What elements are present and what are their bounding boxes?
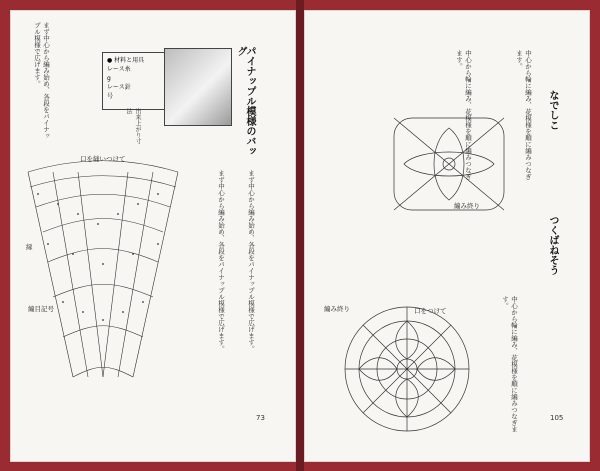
left-label-top: 口を縫いつけて	[80, 155, 126, 163]
right-page-number: 105	[550, 414, 564, 422]
left-label-side: 縁	[26, 243, 33, 251]
left-size-text: 出来上がり寸法	[125, 108, 141, 144]
right-body-text-1	[454, 50, 472, 180]
tsukubanesou-motif	[332, 294, 482, 444]
left-title: パイナップル模様のバッグ	[235, 46, 255, 156]
nadeshiko-motif	[374, 108, 524, 220]
left-paragraph: まず中心から編み始め、各段をパイナップル模様で広げます。	[33, 22, 50, 139]
materials-box	[102, 52, 166, 110]
left-label-bottom: 編目記号	[28, 305, 54, 313]
materials-line-1: レース糸	[107, 66, 131, 73]
right-paragraph-2: 中心から輪に編み、花模様を順に編みつなぎます。	[515, 50, 532, 180]
left-page-number: 73	[256, 414, 265, 422]
materials-line-3: レース針	[107, 84, 131, 91]
materials-title: 材料と用具	[114, 57, 145, 64]
materials-bullet: ●	[107, 57, 113, 64]
left-paragraph-2: まず中心から編み始め、各段をパイナップル模様で広げます。	[217, 170, 225, 352]
left-body-text-3	[246, 170, 255, 440]
right-paragraph-1: 中心から輪に編み、花模様を順に編みつなぎます。	[455, 50, 472, 180]
left-body-text-1	[32, 22, 50, 142]
right-body-text-2	[514, 50, 532, 180]
right-label-ring-bottom: 編み終り	[324, 305, 350, 313]
crochet-chart-left	[18, 152, 188, 402]
right-label-ring-top: 編み終り	[454, 202, 480, 210]
left-page	[10, 10, 296, 462]
materials-line-4: 号	[107, 93, 114, 100]
right-label-top-center: 口をつけて	[414, 307, 447, 315]
book-gutter	[296, 0, 304, 471]
materials-line-2: g	[107, 75, 111, 82]
right-header-2: つくばねそう	[547, 215, 558, 275]
right-body-text-3	[500, 296, 518, 436]
left-body-text-2	[216, 170, 225, 440]
left-paragraph-3: まず中心から編み始め、各段をパイナップル模様で広げます。	[247, 170, 255, 352]
bag-photo	[164, 48, 232, 126]
right-paragraph-3: 中心から輪に編み、花模様を順に編みつなぎます。	[501, 296, 518, 433]
right-header-1: なでしこ	[547, 90, 558, 130]
right-page	[304, 10, 590, 462]
